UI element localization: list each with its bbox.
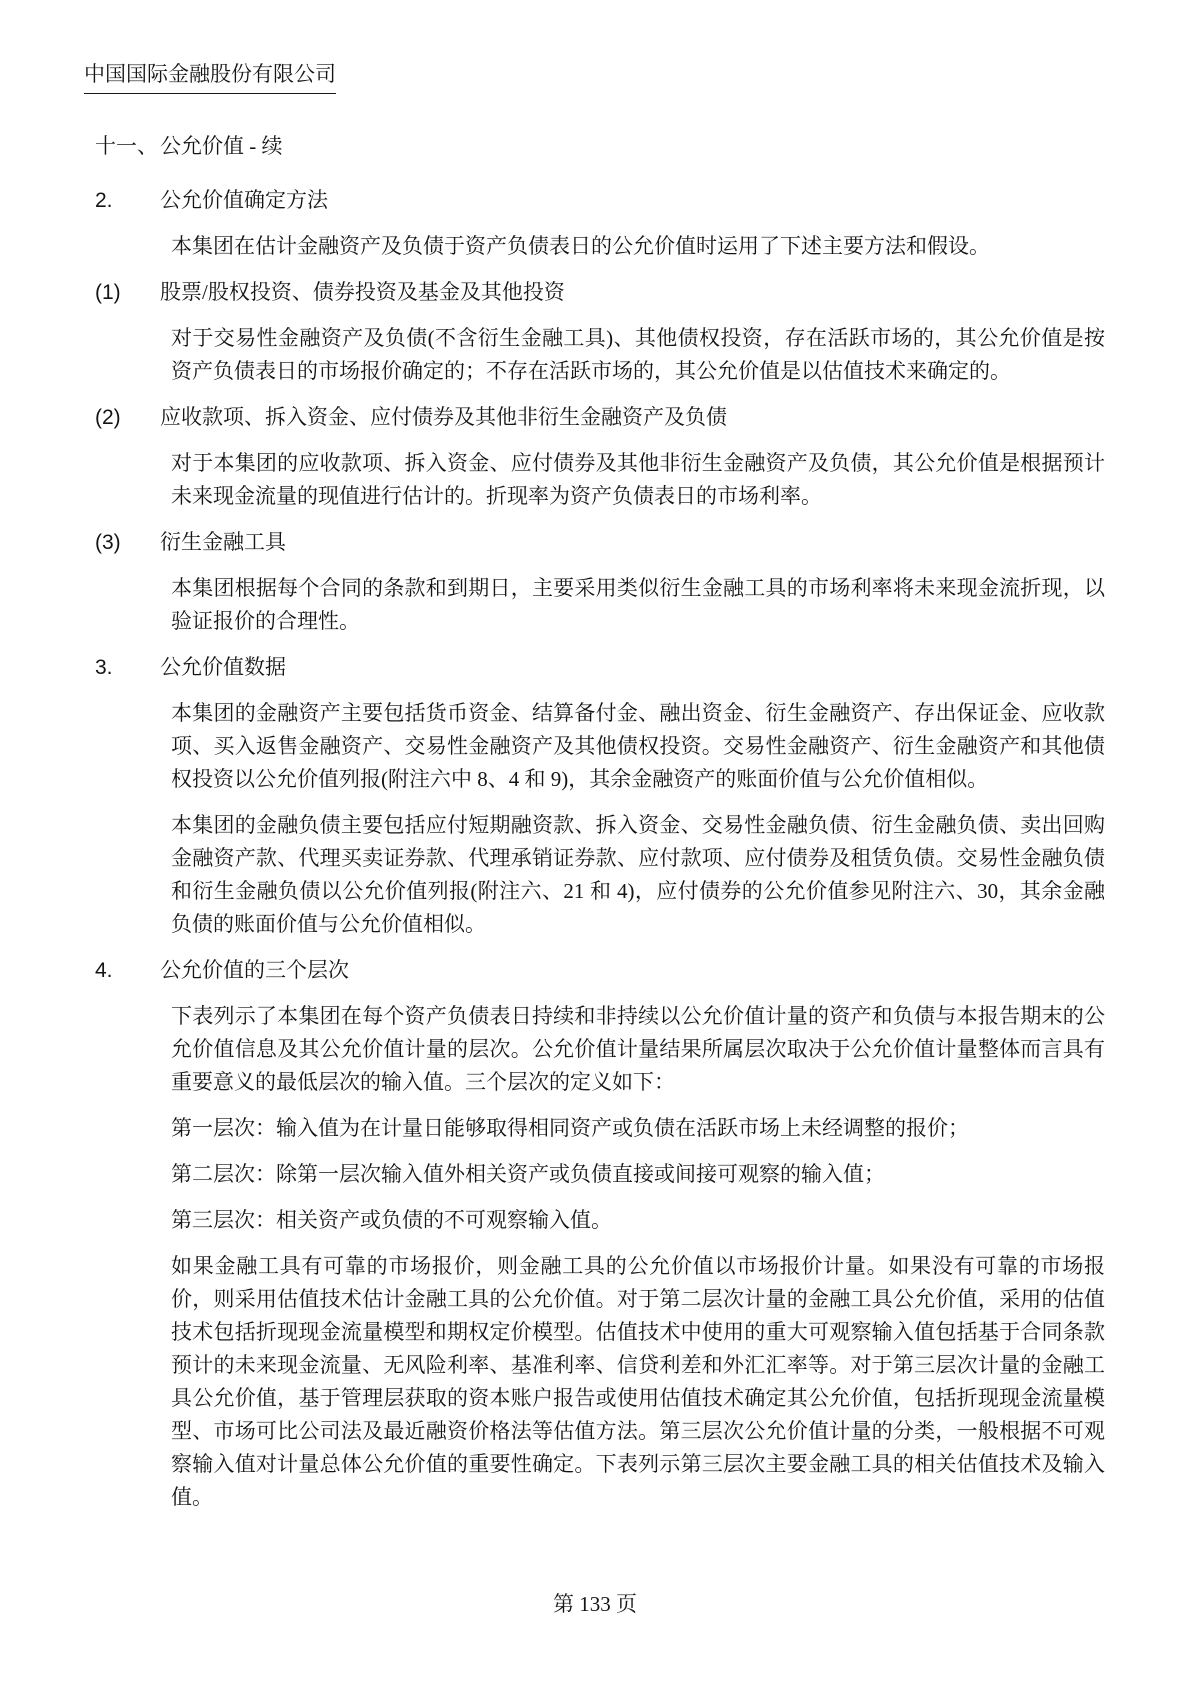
section-title: 公允价值 - 续: [160, 134, 283, 158]
subsection-title: 公允价值数据: [160, 655, 286, 679]
paragraph-derivatives: 本集团根据每个合同的条款和到期日，主要采用类似衍生金融工具的市场利率将未来现金流折现，以验证报价的合理性。: [171, 576, 1105, 633]
section-heading-11: [84, 130, 1105, 163]
subsection-heading-3: [84, 651, 1105, 684]
paragraph-levels-intro: 下表列示了本集团在每个资产负债表日持续和非持续以公允价值计量的资产和负债与本报告期末的公允价值信息及其公允价值计量的层次。公允价值计量结果所属层次取决于公允价值计量整体而言具有重要意义的最低层次的输入值。三个层次的定义如下：: [171, 1004, 1105, 1094]
subsection-number: 2.: [95, 189, 113, 212]
paragraph-financial-liabilities: 本集团的金融负债主要包括应付短期融资款、拆入资金、交易性金融负债、衍生金融负债、卖出回购金融资产款、代理买卖证券款、代理承销证券款、应付款项、应付债券及租赁负债。交易性金融负债和衍生金融负债以公允价值列报(附注六、21 和 4)，应付债券的公允价值参见附注六、30，其余金融负债的账面价值与公允价值相似。: [171, 813, 1105, 936]
subsection-title: 公允价值确定方法: [160, 188, 328, 212]
item-title: 衍生金融工具: [160, 530, 286, 554]
item-heading-1: [84, 276, 1105, 309]
item-number: (3): [95, 531, 121, 554]
subsection-number: 4.: [95, 959, 113, 982]
level-1-definition: 第一层次：输入值为在计量日能够取得相同资产或负债在活跃市场上未经调整的报价；: [171, 1116, 969, 1140]
subsection-number: 3.: [95, 656, 113, 679]
subsection-title: 公允价值的三个层次: [160, 958, 349, 982]
document-header: [84, 58, 1105, 94]
level-3-definition: 第三层次：相关资产或负债的不可观察输入值。: [171, 1208, 612, 1232]
subsection-heading-4: [84, 954, 1105, 987]
paragraph-receivables: 对于本集团的应收款项、拆入资金、应付债券及其他非衍生金融资产及负债，其公允价值是根据预计未来现金流量的现值进行估计的。折现率为资产负债表日的市场利率。: [171, 451, 1105, 508]
item-title: 应收款项、拆入资金、应付债券及其他非衍生金融资产及负债: [160, 405, 727, 429]
item-number: (1): [95, 281, 121, 304]
section-number: 十一、: [95, 135, 158, 158]
subsection-heading-2: [84, 184, 1105, 217]
paragraph-valuation-techniques: 如果金融工具有可靠的市场报价，则金融工具的公允价值以市场报价计量。如果没有可靠的市场报价，则采用估值技术估计金融工具的公允价值。对于第二层次计量的金融工具公允价值，采用的估值技术包括折现现金流量模型和期权定价模型。估值技术中使用的重大可观察输入值包括基于合同条款预计的未来现金流量、无风险利率、基准利率、信贷利差和外汇汇率等。对于第三层次计量的金融工具公允价值，基于管理层获取的资本账户报告或使用估值技术确定其公允价值，包括折现现金流量模型、市场可比公司法及最近融资价格法等估值方法。第三层次公允价值计量的分类，一般根据不可观察输入值对计量总体公允价值的重要性确定。下表列示第三层次主要金融工具的相关估值技术及输入值。: [171, 1254, 1105, 1509]
level-2-definition: 第二层次：除第一层次输入值外相关资产或负债直接或间接可观察的输入值；: [171, 1162, 885, 1186]
item-title: 股票/股权投资、债券投资及基金及其他投资: [160, 280, 565, 304]
item-heading-3: [84, 526, 1105, 559]
page-number: 第 133 页: [553, 1592, 637, 1616]
paragraph-methods-intro: 本集团在估计金融资产及负债于资产负债表日的公允价值时运用了下述主要方法和假设。: [171, 234, 990, 258]
company-name: 中国国际金融股份有限公司: [84, 58, 336, 94]
paragraph-trading-assets: 对于交易性金融资产及负债(不含衍生金融工具)、其他债权投资，存在活跃市场的，其公允价值是按资产负债表日的市场报价确定的；不存在活跃市场的，其公允价值是以估值技术来确定的。: [171, 326, 1105, 383]
item-heading-2: [84, 401, 1105, 434]
paragraph-financial-assets: 本集团的金融资产主要包括货币资金、结算备付金、融出资金、衍生金融资产、存出保证金、应收款项、买入返售金融资产、交易性金融资产及其他债权投资。交易性金融资产、衍生金融资产和其他债权投资以公允价值列报(附注六中 8、4 和 9)，其余金融资产的账面价值与公允价值相似。: [171, 701, 1105, 791]
item-number: (2): [95, 406, 121, 429]
